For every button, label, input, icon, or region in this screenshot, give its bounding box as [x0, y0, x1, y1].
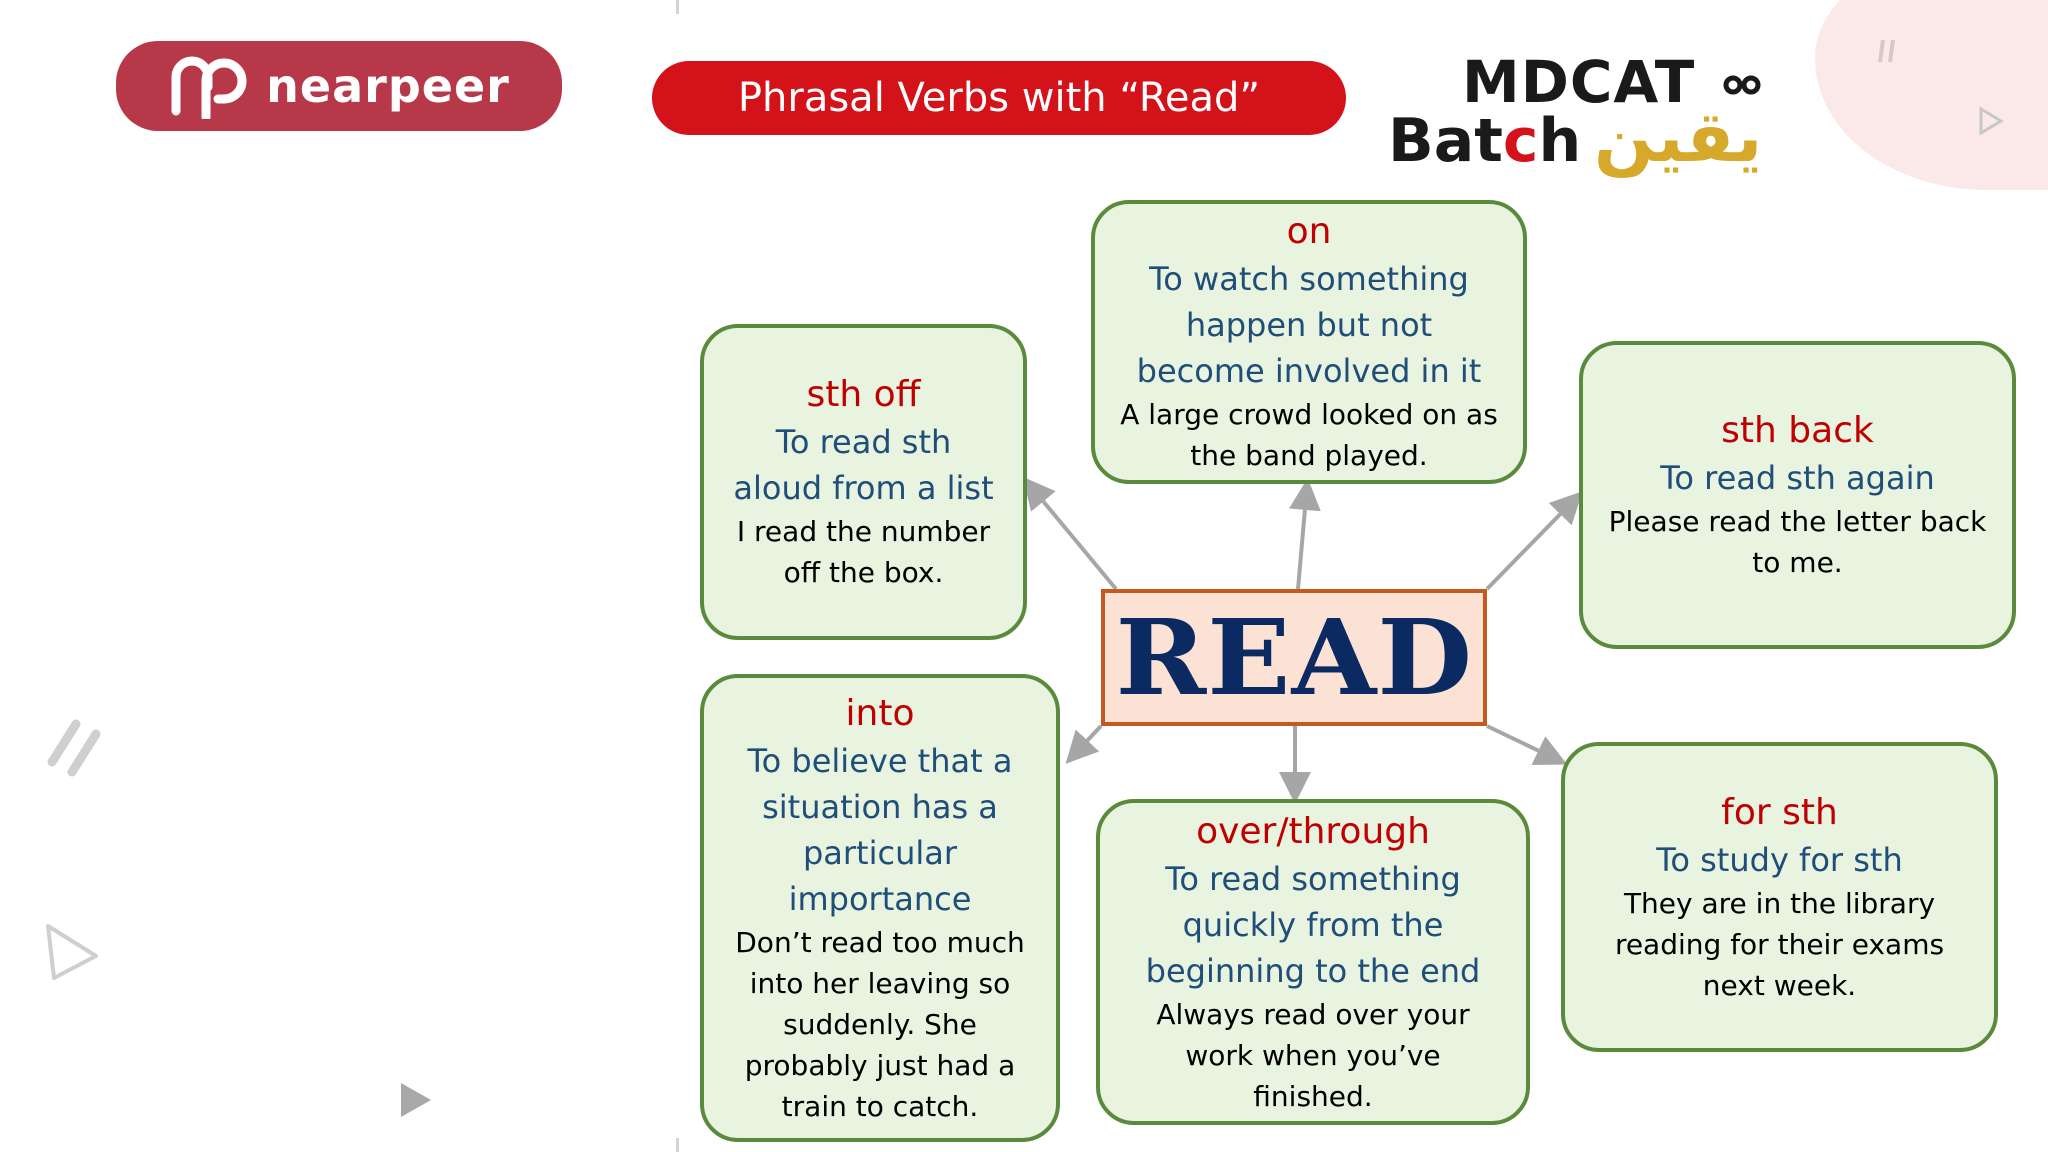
node-box-over-through	[1096, 799, 1530, 1125]
logo-wordmark: nearpeer	[266, 59, 510, 113]
node-definition: To believe that a situation has a particular importance	[747, 741, 1013, 918]
node-example: Always read over your work when you’ve finished.	[1156, 997, 1470, 1113]
brand-batch-part: h	[1538, 106, 1582, 176]
brand-batch-part: Bat	[1388, 106, 1503, 176]
node-box-sth-back	[1579, 341, 2016, 649]
connector-to-for-sth	[1487, 726, 1560, 761]
node-example: Please read the letter back to me.	[1608, 505, 1987, 579]
node-box-on	[1091, 200, 1527, 484]
node-head: for sth	[1721, 791, 1838, 833]
connector-to-sth-back	[1487, 497, 1577, 589]
brand-urdu: یقین	[1594, 96, 1763, 178]
node-definition: To read sth again	[1660, 459, 1935, 497]
node-definition: To watch something happen but not become involved in it	[1136, 260, 1482, 390]
brand-mdcat: MDCAT	[1462, 48, 1696, 116]
brand-batch-highlight: c	[1502, 106, 1539, 176]
center-node	[1101, 589, 1487, 726]
node-box-sth-off	[700, 324, 1027, 640]
node-head: sth back	[1721, 410, 1874, 451]
node-example: They are in the library reading for their exams next week.	[1614, 886, 1945, 1002]
node-example: Don’t read too much into her leaving so suddenly. She probably just had a train to catch.	[735, 925, 1025, 1123]
node-head: sth off	[806, 374, 921, 415]
page-title: Phrasal Verbs with “Read”	[652, 61, 1346, 135]
center-label: READ	[1115, 596, 1473, 719]
node-head: into	[845, 692, 915, 734]
connector-to-on	[1298, 486, 1307, 589]
node-head: over/through	[1196, 810, 1430, 852]
node-definition: To read something quickly from the beginning to the end	[1145, 859, 1481, 990]
node-head: on	[1286, 211, 1332, 252]
node-definition: To study for sth	[1656, 840, 1903, 879]
connector-to-into	[1071, 726, 1101, 758]
node-example: A large crowd looked on as the band played.	[1120, 398, 1498, 472]
node-box-for-sth	[1561, 742, 1998, 1052]
node-definition: To read sth aloud from a list	[733, 423, 994, 507]
node-example: I read the number off the box.	[736, 515, 991, 589]
node-box-into	[700, 674, 1060, 1142]
connector-to-sth-off	[1028, 483, 1116, 589]
